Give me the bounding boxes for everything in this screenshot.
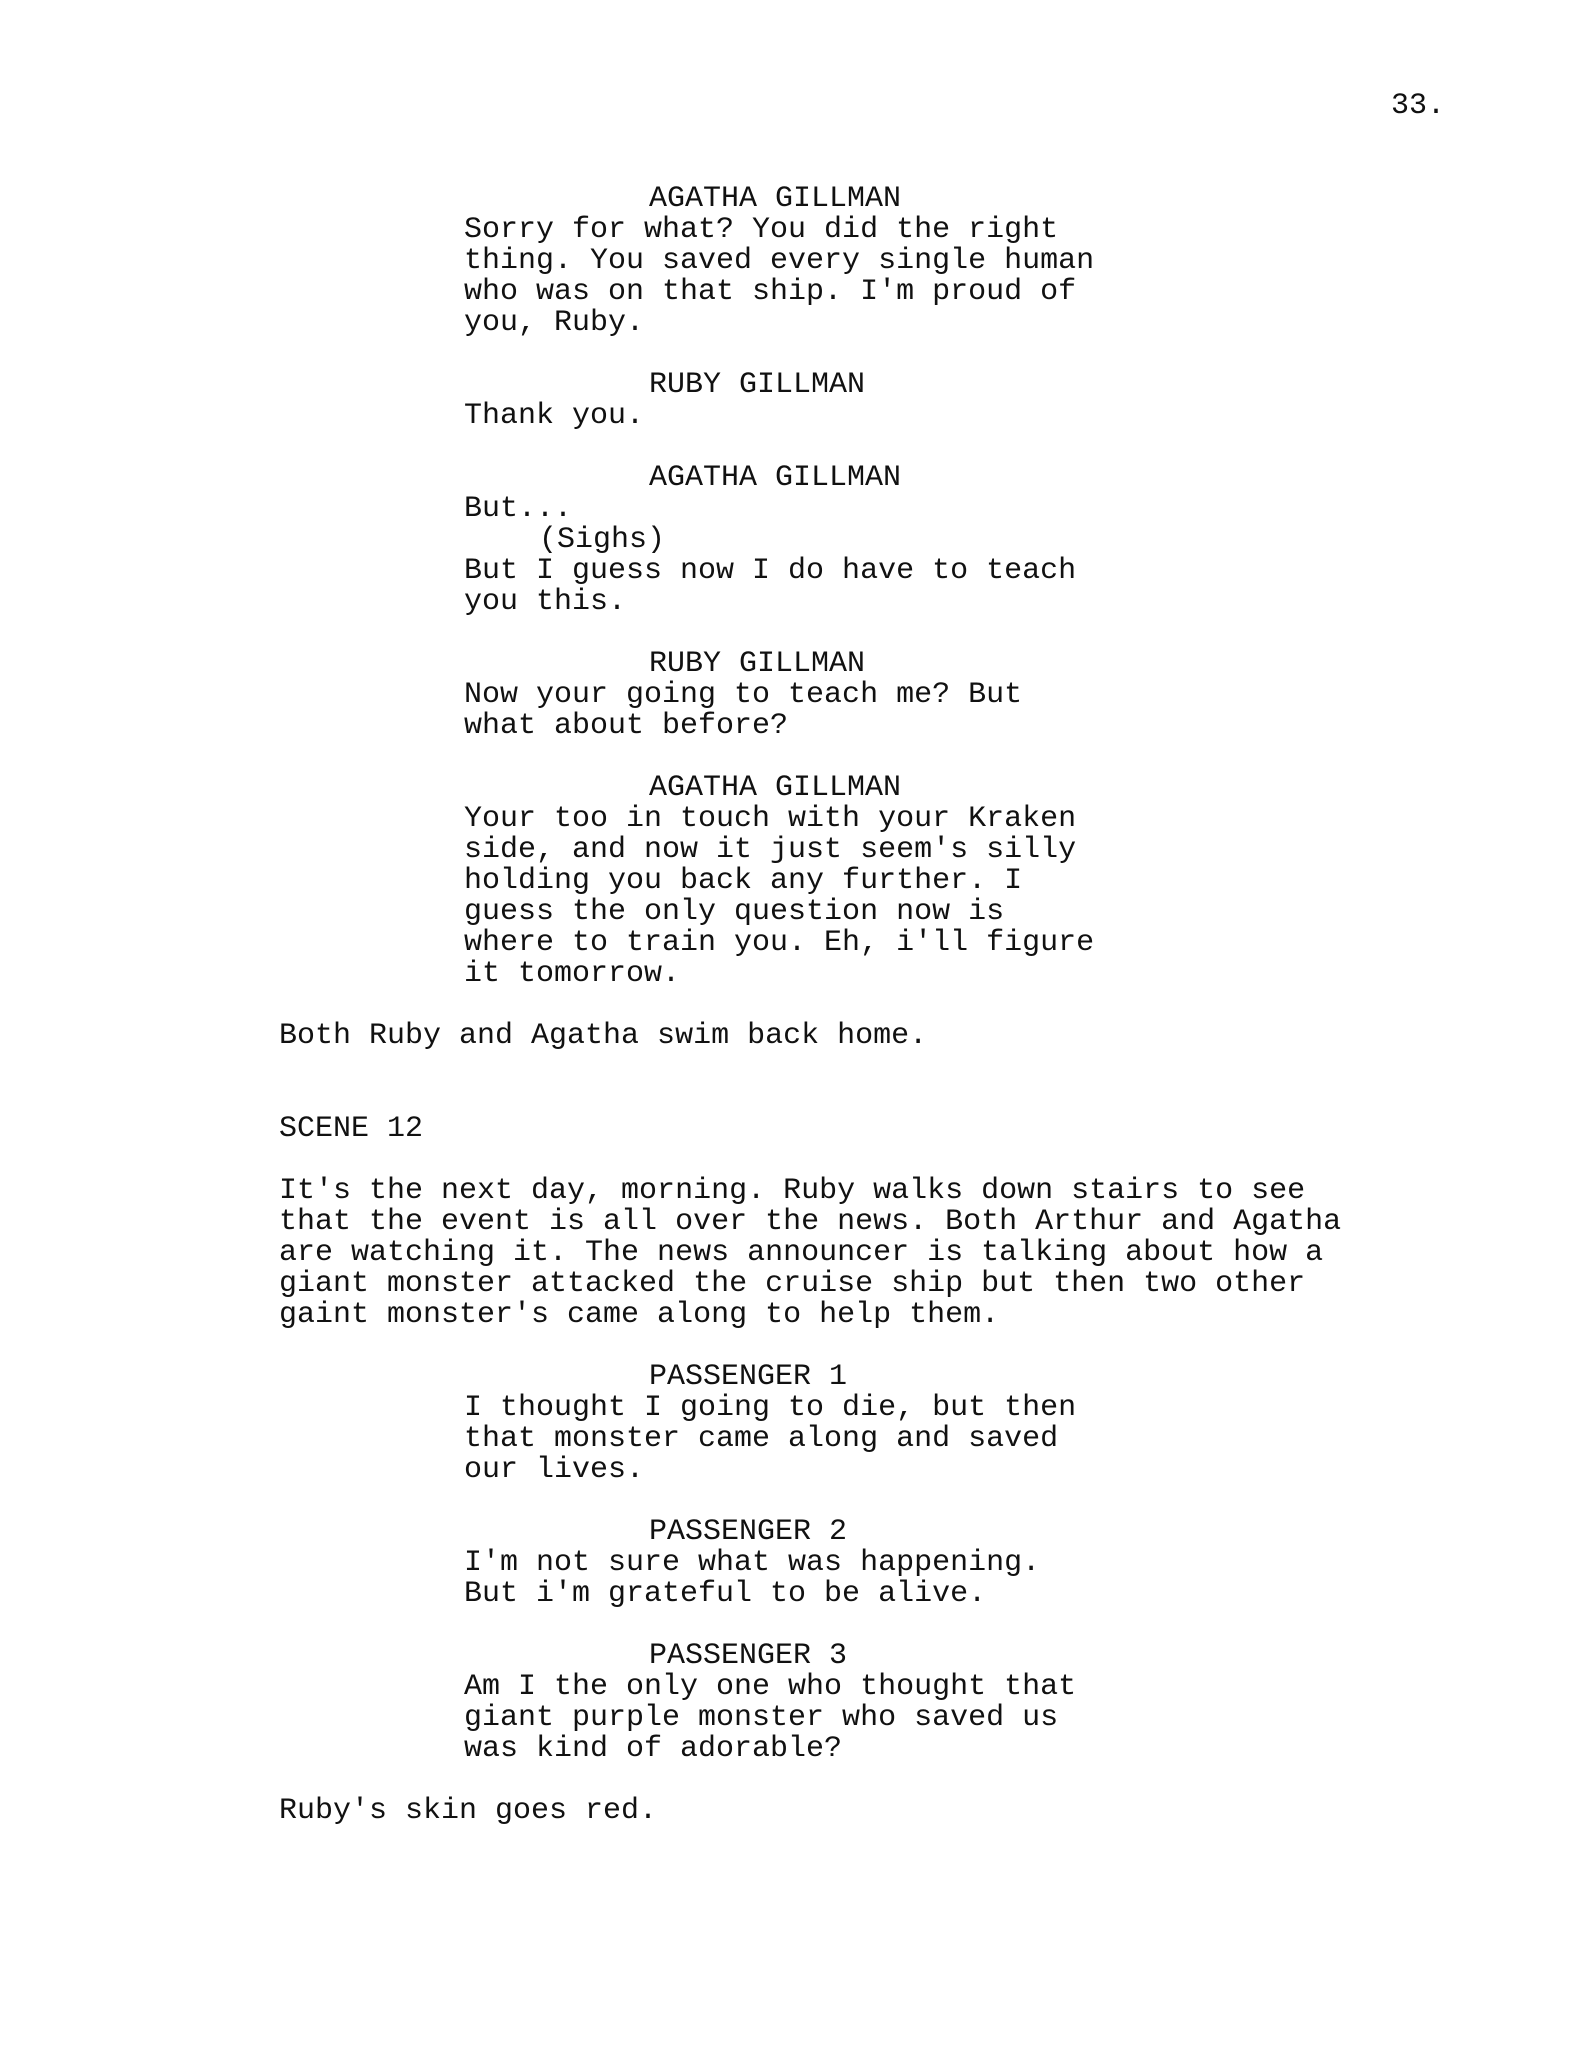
block-spacer (279, 1765, 1459, 1796)
dialogue-line: what about before? (464, 709, 789, 743)
action-line: Ruby's skin goes red. (279, 1794, 658, 1828)
dialogue-line: our lives. (464, 1453, 645, 1487)
dialogue-line: side, and now it just seem's silly (464, 833, 1077, 867)
dialogue-line: Sorry for what? You did the right (464, 213, 1059, 247)
character-name: PASSENGER 2 (649, 1515, 848, 1549)
dialogue-line: you this. (464, 585, 627, 619)
action-line: gaint monster's came along to help them. (279, 1298, 1000, 1332)
character-name: PASSENGER 1 (649, 1360, 848, 1394)
block-spacer (279, 1052, 1459, 1114)
character-name: AGATHA GILLMAN (649, 182, 902, 216)
action-line: Both Ruby and Agatha swim back home. (279, 1019, 928, 1053)
character-name: RUBY GILLMAN (649, 368, 866, 402)
dialogue-line: Thank you. (464, 399, 645, 433)
scene-heading: SCENE 12 (279, 1112, 424, 1146)
block-spacer (279, 1145, 1459, 1176)
action-line: It's the next day, morning. Ruby walks down stairs to see (279, 1174, 1306, 1208)
block-spacer (279, 339, 1459, 370)
dialogue-line: But... (464, 492, 573, 526)
dialogue-line: where to train you. Eh, i'll figure (464, 926, 1095, 960)
dialogue-line: you, Ruby. (464, 306, 645, 340)
dialogue-line: it tomorrow. (464, 957, 681, 991)
block-spacer (279, 1486, 1459, 1517)
dialogue-line: But i'm grateful to be alive. (464, 1577, 987, 1611)
dialogue-line: I'm not sure what was happening. (464, 1546, 1041, 1580)
dialogue-line: who was on that ship. I'm proud of (464, 275, 1077, 309)
dialogue-line: thing. You saved every single human (464, 244, 1095, 278)
dialogue-line: was kind of adorable? (464, 1732, 843, 1766)
dialogue-line: But I guess now I do have to teach (464, 554, 1077, 588)
character-name: AGATHA GILLMAN (649, 461, 902, 495)
dialogue-line: Now your going to teach me? But (464, 678, 1023, 712)
dialogue-line: giant purple monster who saved us (464, 1701, 1059, 1735)
dialogue-line: Am I the only one who thought that (464, 1670, 1077, 1704)
block-spacer (279, 990, 1459, 1021)
block-spacer (279, 1610, 1459, 1641)
dialogue-line: holding you back any further. I (464, 864, 1023, 898)
character-name: RUBY GILLMAN (649, 647, 866, 681)
character-name: PASSENGER 3 (649, 1639, 848, 1673)
screenplay-body (279, 184, 1459, 1827)
action-line: giant monster attacked the cruise ship but then two other (279, 1267, 1306, 1301)
dialogue-line: I thought I going to die, but then (464, 1391, 1077, 1425)
dialogue-line: guess the only question now is (464, 895, 1005, 929)
block-spacer (279, 618, 1459, 649)
block-spacer (279, 1331, 1459, 1362)
dialogue-line: that monster came along and saved (464, 1422, 1059, 1456)
parenthetical: (Sighs) (539, 523, 666, 557)
block-spacer (279, 432, 1459, 463)
character-name: AGATHA GILLMAN (649, 771, 902, 805)
page-number: 33. (1390, 89, 1445, 123)
action-line: are watching it. The news announcer is talking about how a (279, 1236, 1324, 1270)
block-spacer (279, 742, 1459, 773)
action-line: that the event is all over the news. Both Arthur and Agatha (279, 1205, 1342, 1239)
dialogue-line: Your too in touch with your Kraken (464, 802, 1077, 836)
